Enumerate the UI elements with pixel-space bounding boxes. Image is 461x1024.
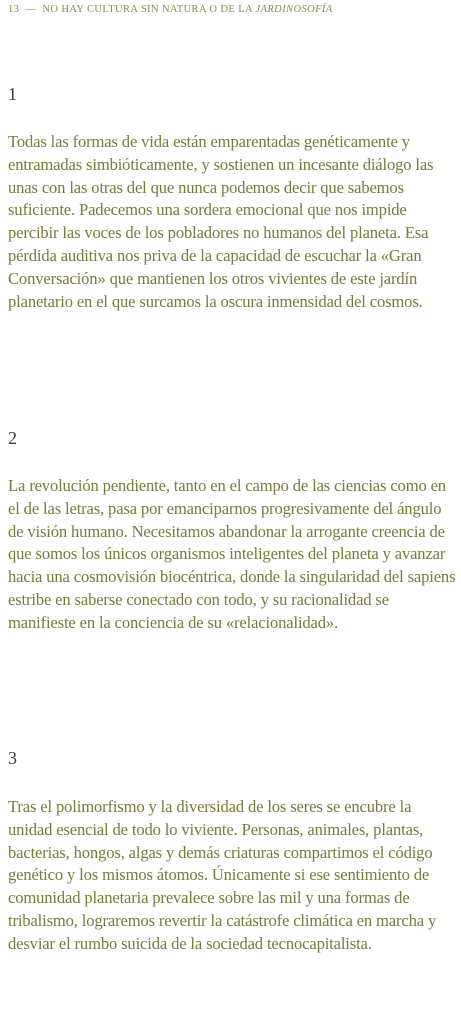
- section-paragraph: Todas las formas de vida están emparentadas genéticamente y entramadas simbióticamente, y sostienen un incesante diálogo las unas con las otras del que nunca podemos decir que sabemos suficiente. Padecemos una sordera emocional que nos impide percibir las voces de los pobladores no humanos del planeta. Esa pérdida auditiva nos priva de la capacidad de escuchar la «Gran Conversación» que mantienen los otros vivientes de este jardín planetario en el que surcamos la oscura inmensidad del cosmos.: [8, 132, 434, 311]
- section-3: [8, 748, 458, 956]
- page-number: 13: [8, 4, 20, 15]
- book-title-italic: JARDINOSOFÍA: [255, 4, 333, 15]
- section-number: 2: [8, 428, 17, 448]
- book-title: NO HAY CULTURA SIN NATURA O DE LA: [42, 4, 253, 15]
- section-paragraph: Tras el polimorfismo y la diversidad de los seres se encubre la unidad esencial de todo lo viviente. Personas, animales, plantas, bacterias, hongos, algas y demás criaturas compartimos el código genético y los mismos átomos. Únicamente si ese sentimiento de comunidad planetaria prevalece sobre las mil y una formas de tribalismo, lograremos revertir la catástrofe climática en marcha y desviar el rumbo suicida de la sociedad tecnocapitalista.: [8, 797, 437, 953]
- header-separator: —: [25, 4, 37, 15]
- section-1: [8, 84, 458, 313]
- section-paragraph: La revolución pendiente, tanto en el campo de las ciencias como en el de las letras, pasa por emanciparnos progresivamente del ángulo de visión humano. Necesitamos abandonar la arrogante creencia de que somos los únicos organismos inteligentes del planeta y avanzar hacia una cosmovisión biocéntrica, donde la singularidad del sapiens estribe en saberse conectado con todo, y su racionalidad se manifieste en la conciencia de su «relacionalidad».: [8, 476, 456, 632]
- running-header: [8, 4, 333, 15]
- section-number: 3: [8, 748, 17, 768]
- section-2: [8, 428, 458, 635]
- section-number: 1: [8, 84, 17, 104]
